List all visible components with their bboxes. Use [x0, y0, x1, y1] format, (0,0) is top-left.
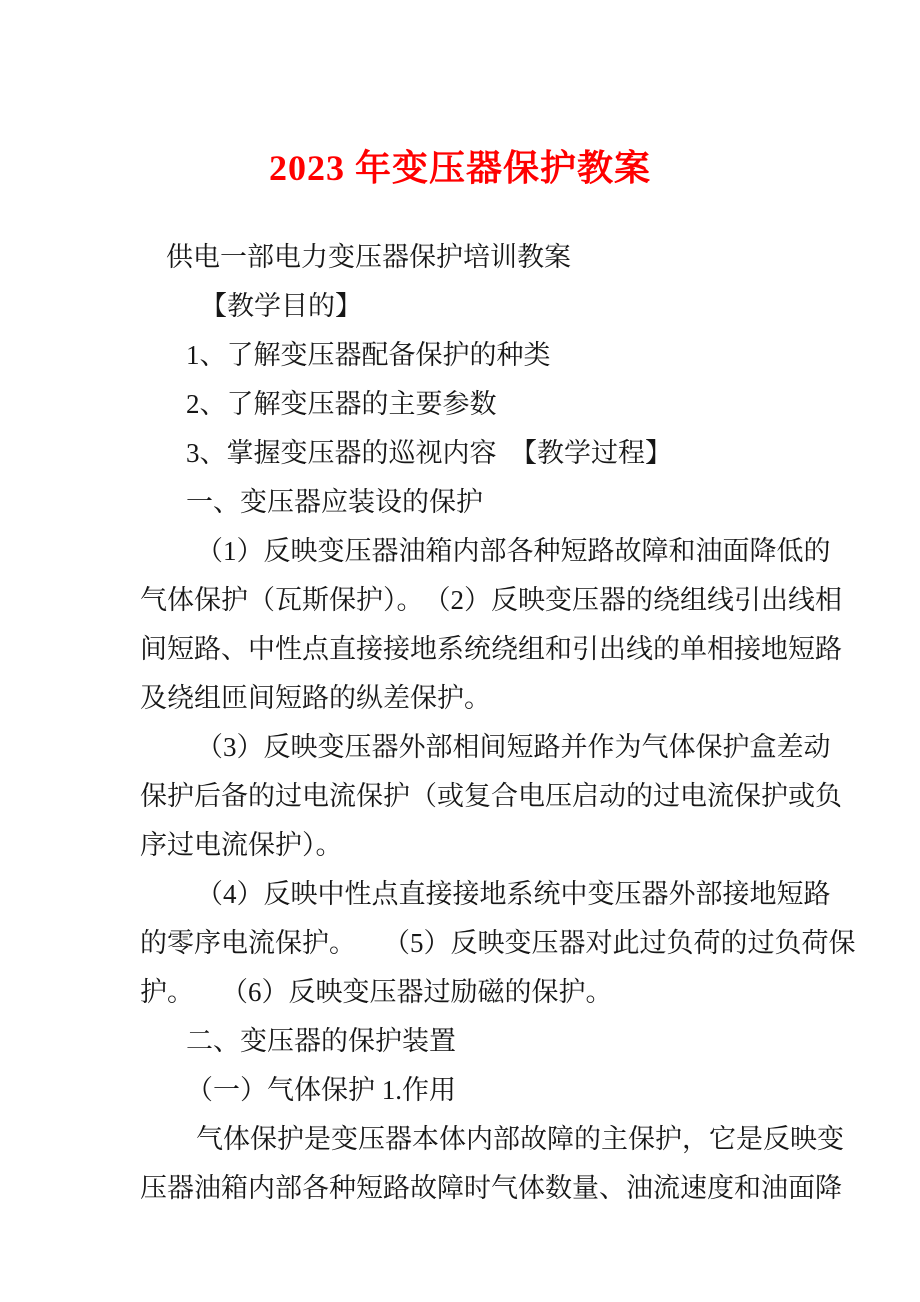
text-line: 间短路、中性点直接接地系统绕组和引出线的单相接地短路 [140, 634, 842, 664]
text-line: 供电一部电力变压器保护培训教案 [166, 242, 571, 272]
text-line: 气体保护是变压器本体内部故障的主保护，它是反映变 [196, 1124, 844, 1154]
text-line: 保护后备的过电流保护（或复合电压启动的过电流保护或负 [140, 781, 842, 811]
text-line: （一）气体保护 1.作用 [186, 1075, 456, 1105]
document-body [140, 233, 856, 1213]
document-title: 2023 年变压器保护教案 [268, 148, 651, 188]
text-line: 的零序电流保护。 （5）反映变压器对此过负荷的过负荷保 [140, 928, 856, 958]
text-line: 【教学目的】 [200, 291, 362, 321]
text-line: 3、掌握变压器的巡视内容 【教学过程】 [186, 438, 672, 468]
text-line: 二、变压器的保护装置 [186, 1026, 456, 1056]
text-line: 序过电流保护）。 [140, 830, 343, 860]
text-line: （1）反映变压器油箱内部各种短路故障和油面降低的 [196, 536, 831, 566]
text-line: （3）反映变压器外部相间短路并作为气体保护盒差动 [196, 732, 831, 762]
text-line: （4）反映中性点直接接地系统中变压器外部接地短路 [196, 879, 831, 909]
text-line: 气体保护（瓦斯保护）。 （2）反映变压器的绕组线引出线相 [140, 585, 842, 615]
text-line: 及绕组匝间短路的纵差保护。 [140, 683, 491, 713]
text-line: 一、变压器应装设的保护 [186, 487, 483, 517]
text-line: 护。 （6）反映变压器过励磁的保护。 [140, 977, 613, 1007]
text-line: 压器油箱内部各种短路故障时气体数量、油流速度和油面降 [140, 1173, 842, 1203]
text-line: 1、了解变压器配备保护的种类 [186, 340, 551, 370]
text-line: 2、了解变压器的主要参数 [186, 389, 497, 419]
